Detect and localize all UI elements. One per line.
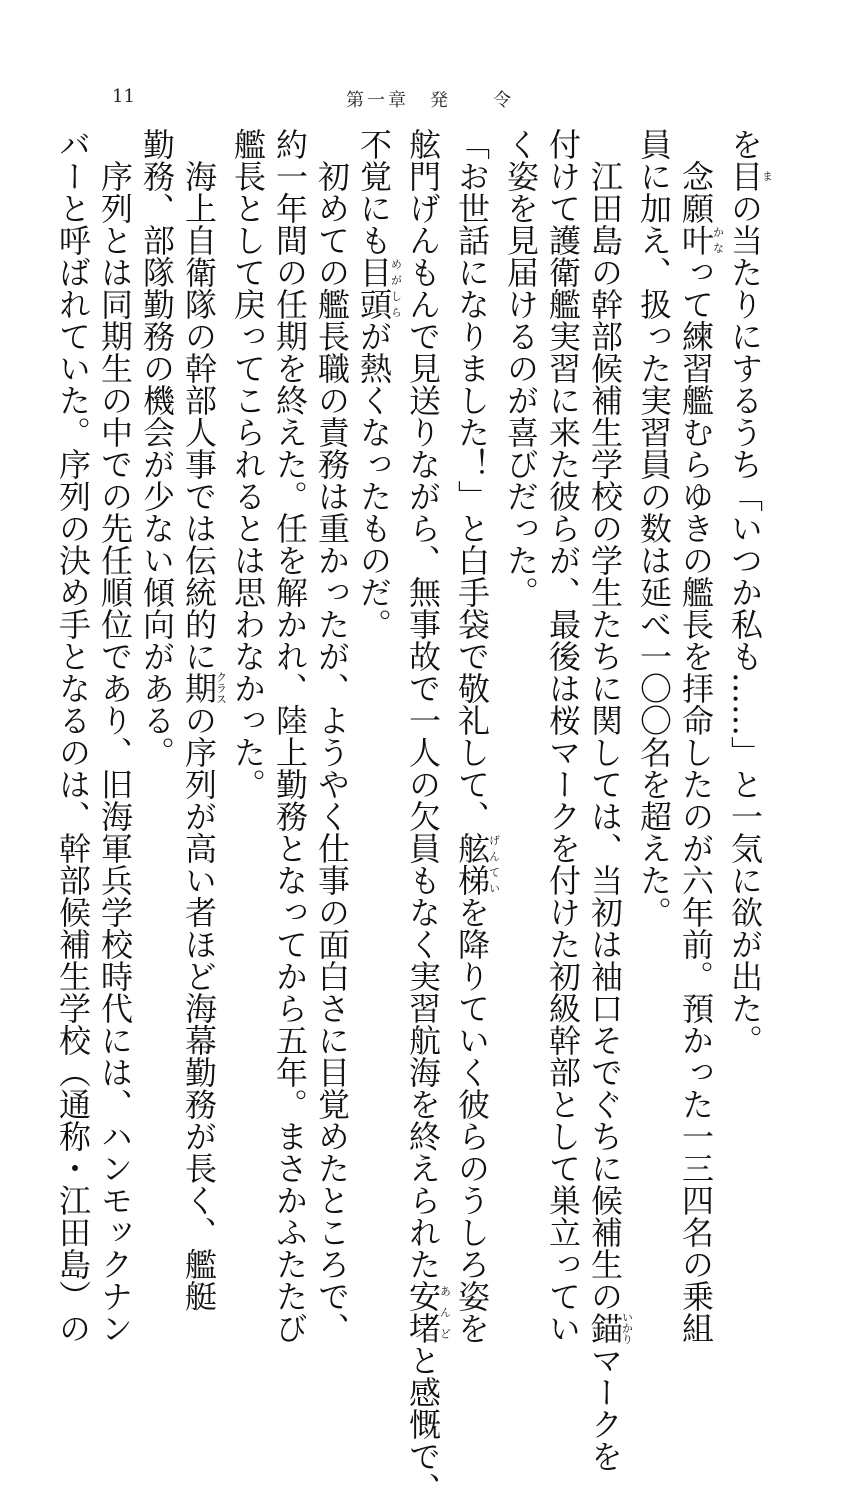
furigana: 期クラス [180,671,228,705]
text-line: 勤務、部隊勤務の機会が少ない傾向がある。 [138,128,176,768]
text-line: 舷門げんもんで見送りながら、無事故で一人の欠員もなく実習航海を終えられた安堵あんどと感慨で、 [404,128,452,1504]
furigana: 錨いかり [586,1311,634,1345]
text-line: 序列とは同期生の中での先任順位であり、旧海軍兵学校時代には、ハンモックナン [96,128,134,1344]
text-line: 「お世話になりました！」と白手袋で敬礼して、舷梯げんていを降りていく彼らのうしろ姿を [453,128,501,1344]
furigana: 舷梯げんてい [453,832,501,896]
text-line: 念願叶かなって練習艦むらゆきの艦長を拝命したのが六年前。預かった一三四名の乗組 [677,128,725,1344]
text-line: 付けて護衛艦実習に来た彼らが、最後は桜マークを付けた初級幹部として巣立ってい [544,128,582,1344]
text-line: を目まの当たりにするうち「いつか私も……」と一気に欲が出た。 [726,128,774,1056]
furigana: 安堵あんど [404,1280,452,1344]
text-line: 員に加え、扱った実習員の数は延べ一〇〇名を超えた。 [635,128,673,928]
text-line: 不覚にも目頭めがしらが熱くなったものだ。 [355,128,403,640]
text-line: 約一年間の任期を終えた。任を解かれ、陸上勤務となってから五年。まさかふたたび [271,128,309,1344]
text-line: く姿を見届けるのが喜びだった。 [502,128,540,608]
text-line: バーと呼ばれていた。序列の決め手となるのは、幹部候補生学校（通称・江田島）の [54,128,92,1344]
page-number: 11 [112,86,135,107]
furigana: 目ま [726,160,774,192]
chapter-title: 第一章 発 令 [346,90,514,111]
text-line: 艦長として戻ってこられるとは思わなかった。 [229,128,267,800]
text-line: 江田島の幹部候補生学校の学生たちに関しては、当初は袖口そでぐちに候補生の錨いかりマークを [586,128,634,1472]
furigana: 目頭めがしら [355,256,403,320]
furigana: 叶かな [677,224,725,256]
text-line: 初めての艦長職の責務は重かったが、ようやく仕事の面白さに目覚めたところで、 [313,128,351,1344]
vertical-text-body [52,128,774,1504]
text-line: 海上自衛隊の幹部人事では伝統的に期クラスの序列が高い者ほど海幕勤務が長く、艦艇 [180,128,228,1312]
